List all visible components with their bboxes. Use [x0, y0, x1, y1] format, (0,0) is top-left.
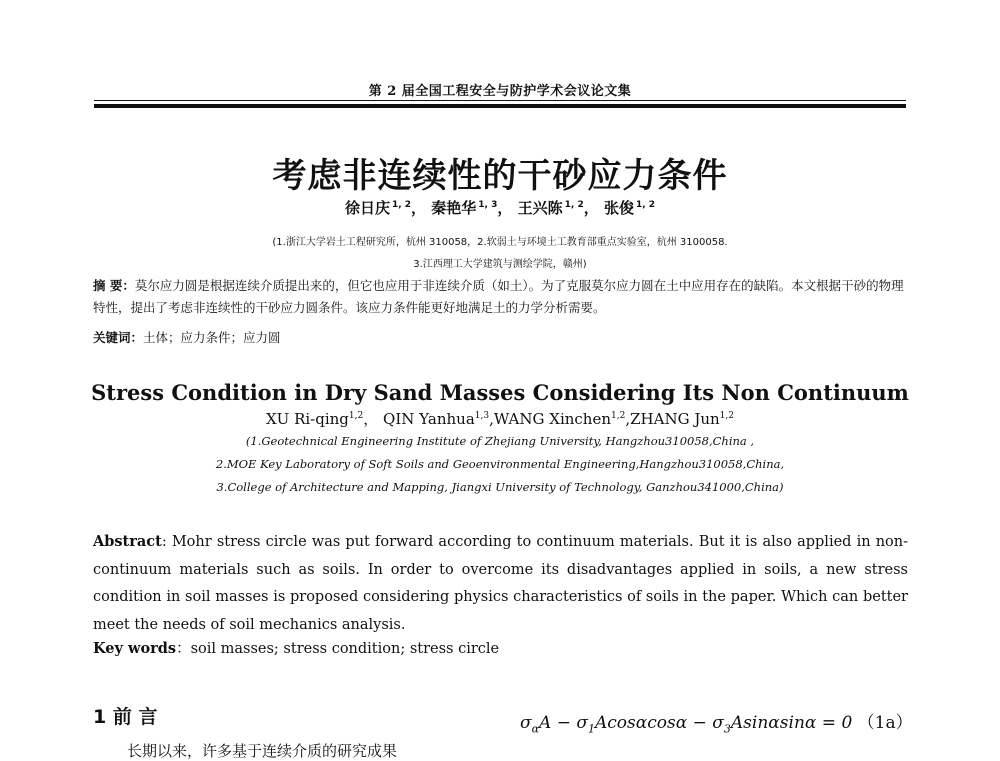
en-title: Stress Condition in Dry Sand Masses Considering Its Non Continuum	[91, 380, 909, 405]
running-header: 第 2 届全国工程安全与防护学术会议论文集	[368, 84, 632, 99]
cn-keywords-text: 土体；应力条件；应力圆	[143, 330, 281, 345]
cn-abstract	[93, 275, 908, 319]
cn-author-aff: 1, 2	[391, 200, 412, 210]
cn-author: 徐日庆	[344, 199, 390, 217]
en-abstract-text: : Mohr stress circle was put forward according to continuum materials. But it is also applied in non-continuum materials such as soils. In order to overcome its disadvantages applied in soils, a new stress condition in soil masses is proposed considering physics characteristics of soils in the paper. Which can better meet the needs of soil mechanics analysis.	[93, 534, 908, 633]
cn-author-aff: 1, 3	[478, 200, 498, 210]
cn-authors: 徐日庆 $^{1, 2}$， 秦艳华 $^{1, 3}$， 王兴陈 $^{1, 2}$， 张俊 $^{1, 2}$	[344, 199, 656, 217]
cn-affiliation-line: (1.浙江大学岩土工程研究所，杭州 310058，2.软弱土与环境土工教育部重点实验室，杭州 3100058.	[272, 237, 728, 248]
en-author: WANG Xinchen	[493, 410, 612, 428]
cn-abstract-text: 莫尔应力圆是根据连续介质提出来的，但它也应用于非连续介质（如土）。为了克服莫尔应力圆在土中应用存在的缺陷。本文根据干砂的物理特性，提出了考虑非连续性的干砂应力圆条件。该应力条件能更好地满足土的力学分析需要。	[93, 278, 904, 315]
equation-label: （1a）	[857, 713, 913, 733]
section-body-text: 长期以来，许多基于连续介质的研究成果	[127, 742, 398, 760]
en-author: QIN Yanhua	[383, 410, 475, 428]
en-keywords-label: Key words	[93, 640, 177, 657]
cn-affiliation-line: 3.江西理工大学建筑与测绘学院，赣州)	[413, 259, 587, 270]
section-title: 1 前 言	[93, 706, 158, 728]
header-rule-thick	[94, 104, 906, 108]
en-keywords	[93, 637, 908, 658]
cn-author: 张俊	[603, 199, 634, 217]
header-rule-thin	[94, 100, 906, 101]
en-affiliation-line: 2.MOE Key Laboratory of Soft Soils and Geoenvironmental Engineering,Hangzhou310058,China,	[215, 457, 785, 471]
en-author: XU Ri-qing	[266, 410, 349, 428]
cn-author-aff: 1, 2	[635, 200, 656, 210]
en-author-aff: 1,2	[719, 411, 734, 421]
cn-abstract-label: 摘 要：	[93, 278, 135, 293]
cn-keywords-label: 关键词：	[93, 330, 144, 345]
cn-author: 秦艳华	[431, 199, 477, 217]
en-abstract-label: Abstract	[93, 533, 162, 550]
en-author-aff: 1,2	[348, 411, 364, 421]
cn-author-aff: 1, 2	[564, 200, 584, 210]
en-author: ZHANG Jun	[630, 410, 720, 428]
cn-title: 考虑非连续性的干砂应力条件	[272, 156, 728, 196]
en-keywords-text: ：soil masses; stress condition; stress circle	[176, 641, 500, 657]
en-affiliation-line: 3.College of Architecture and Mapping, Jiangxi University of Technology, Ganzhou341000,China)	[216, 480, 784, 494]
en-author-aff: 1,2	[611, 411, 626, 421]
cn-author: 王兴陈	[517, 199, 563, 217]
en-authors: XU Ri-qing$^{1,2}$， QIN Yanhua$^{1,3}$,WANG Xinchen$^{1,2}$,ZHANG Jun$^{1,2}$	[266, 410, 734, 428]
en-abstract	[93, 528, 908, 639]
cn-keywords	[93, 327, 908, 349]
en-affiliation-line: (1.Geotechnical Engineering Institute of Zhejiang University, Hangzhou310058,China ,	[245, 434, 755, 448]
en-author-aff: 1,3	[474, 411, 490, 421]
equation-1a: $\sigma_\alpha A - \sigma_1Acos\alpha\cos\alpha - \sigma_3Asin\alpha\sin\alpha = 0$ （1a）	[520, 713, 913, 736]
